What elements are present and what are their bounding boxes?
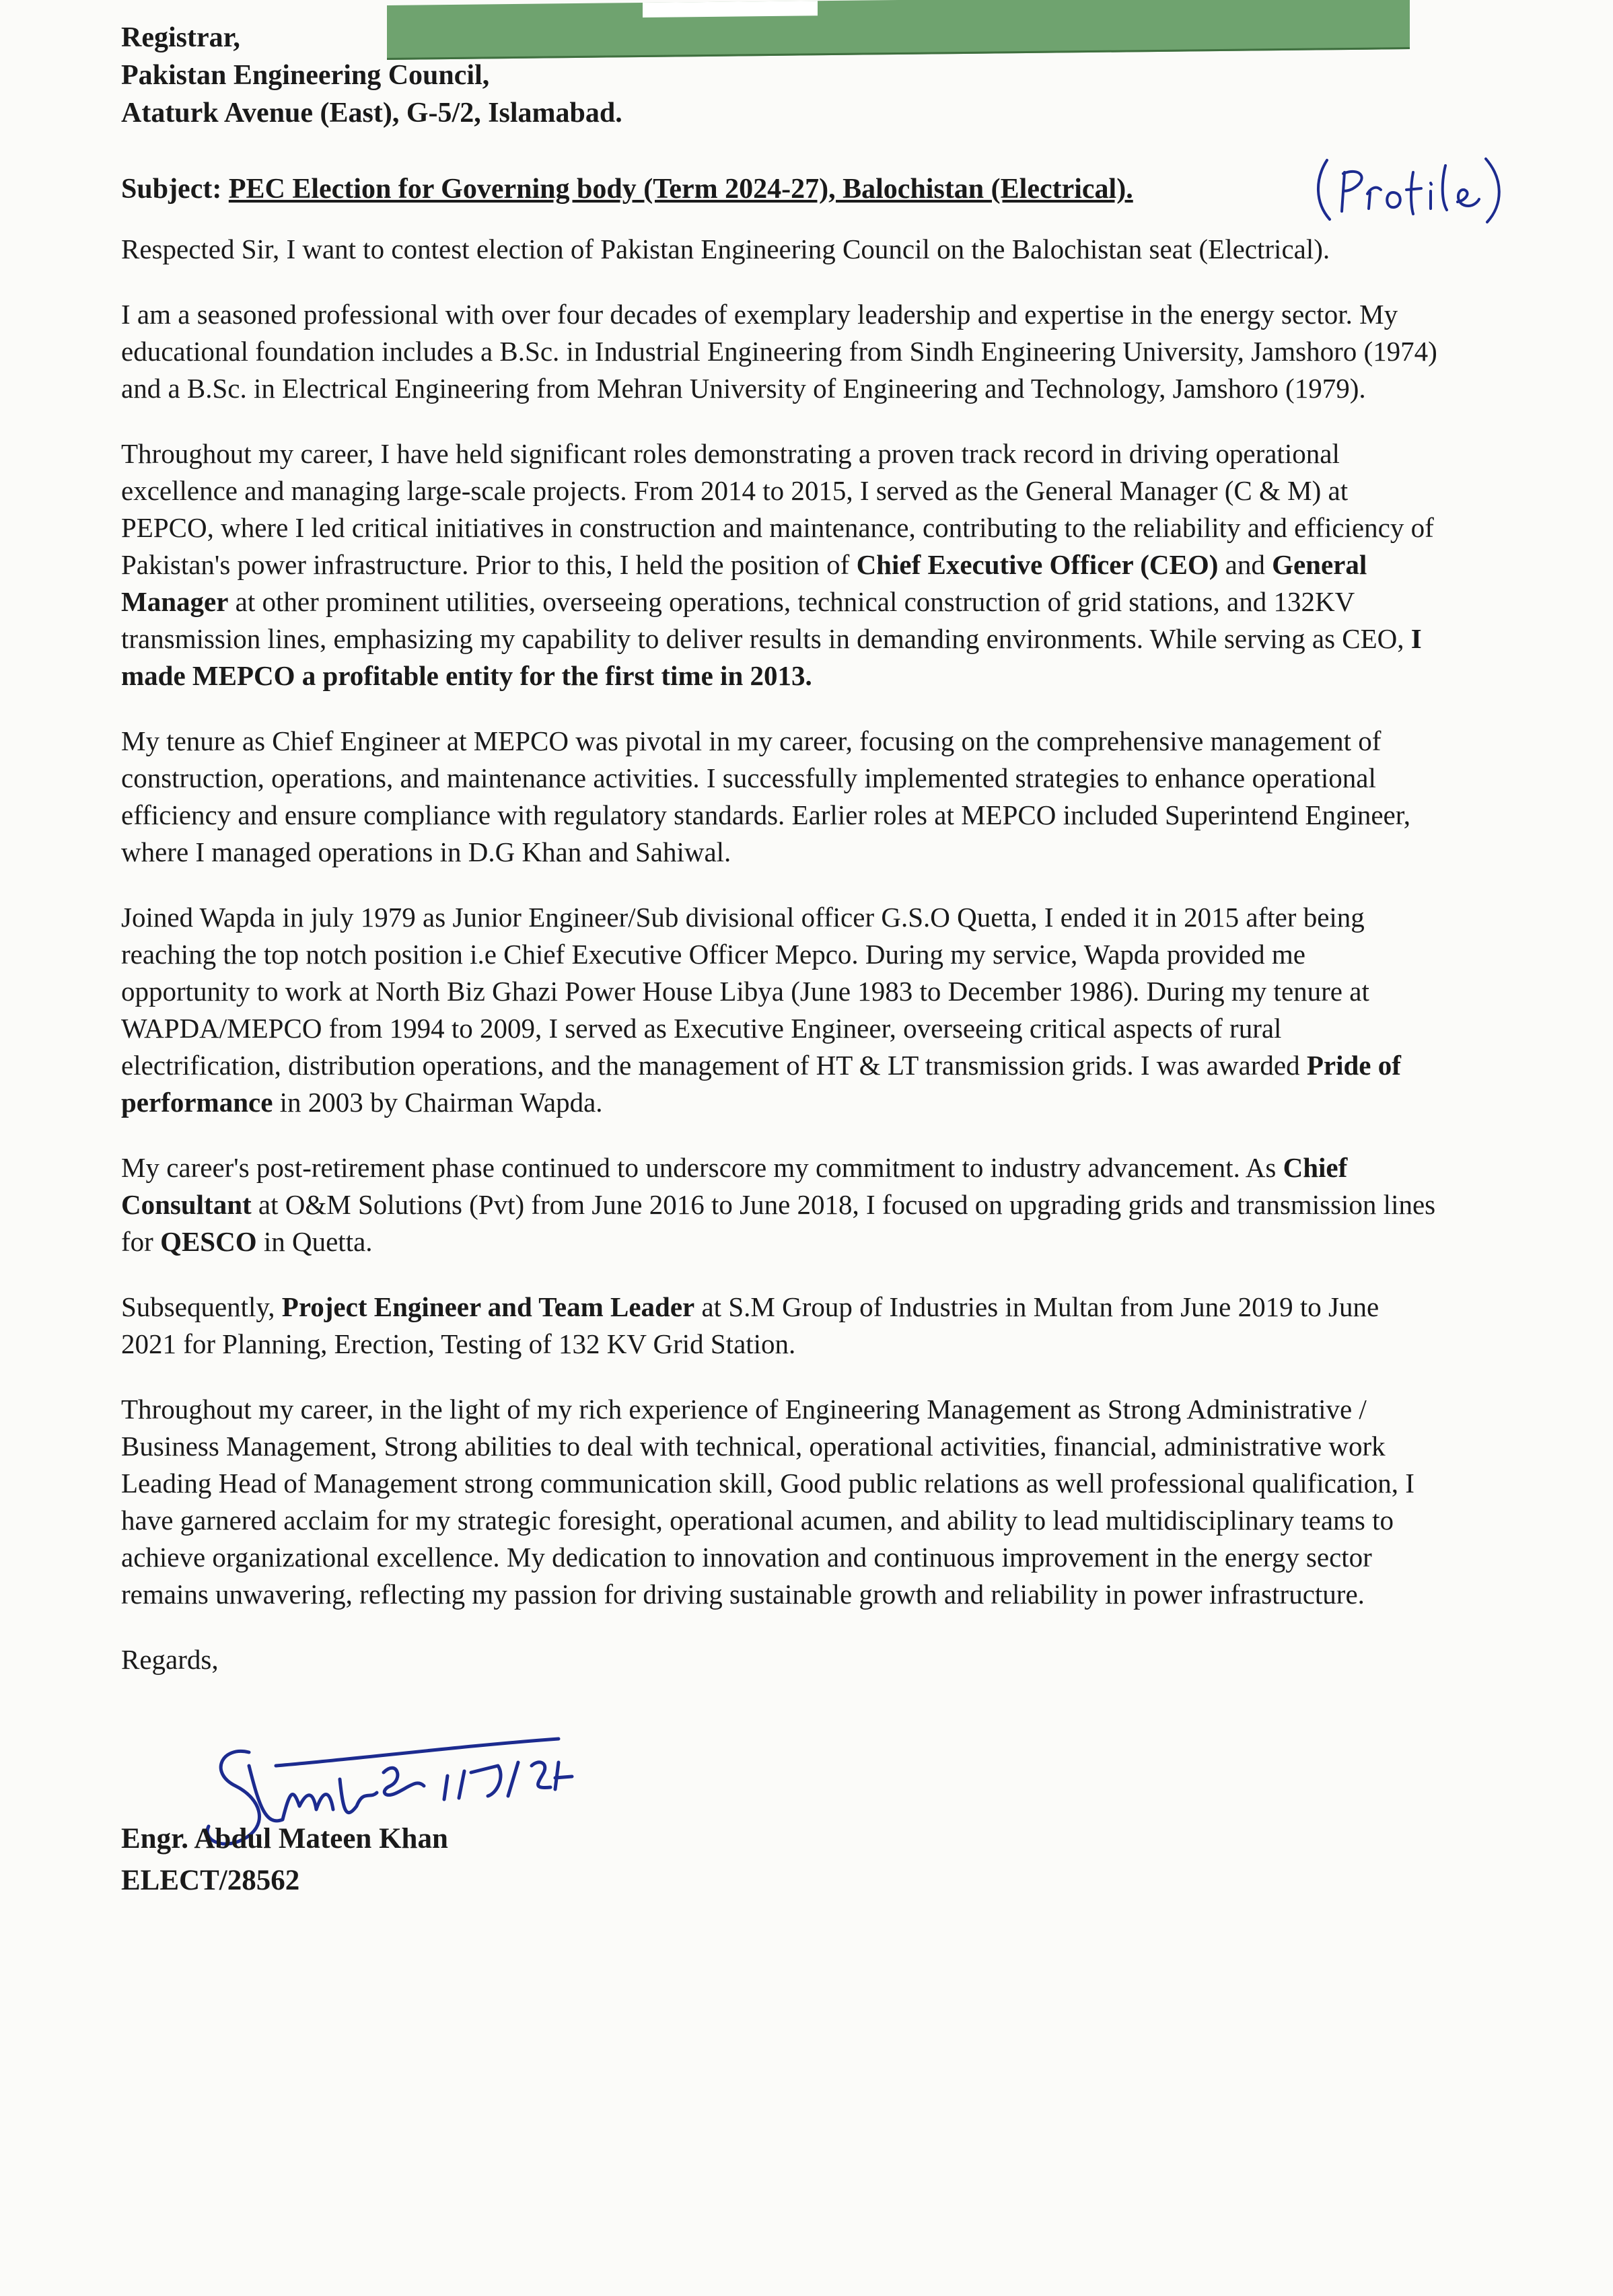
text-run: at S.M Group of Industries in Multan from June 2019 to June 2021 for Planning, Erection, Testing of 132 KV Grid Station. (121, 1291, 1379, 1359)
signature-block (121, 1725, 1440, 1900)
text-run: My career's post-retirement phase continued to underscore my commitment to industry advancement. As (121, 1152, 1283, 1183)
signer-details (121, 1818, 448, 1902)
bold-run: General Manager (121, 549, 1367, 617)
paragraph-post-retirement (121, 1149, 1440, 1260)
bold-run: Project Engineer and Team Leader (281, 1291, 695, 1322)
text-run: Joined Wapda in july 1979 as Junior Engineer/Sub divisional officer G.S.O Quetta, I ended it in 2015 after being reaching the top notch position i.e Chief Executive Officer Mepco. During my service, Wapda provided me opportunity to work at North Biz Ghazi Power House Libya (June 1983 to December 1986). During my tenure at WAPDA/MEPCO from 1994 to 2009, I served as Executive Engineer, overseeing critical aspects of rural electrification, distribution operations, and the management of HT & LT transmission grids. I was awarded (121, 902, 1369, 1081)
paragraph-education: I am a seasoned professional with over four decades of exemplary leadership and expertise in the energy sector. My educational foundation includes a B.Sc. in Industrial Engineering from Sindh Engineering University, Jamshoro (1974) and a B.Sc. in Electrical Engineering from Mehran University of Engineering and Technology, Jamshoro (1979). (121, 299, 1437, 404)
handwritten-annotation (1312, 152, 1507, 226)
paragraph-career (121, 435, 1440, 694)
text-run: at other prominent utilities, overseeing operations, technical construction of grid stations, and 132KV transmission lines, emphasizing my capability to deliver results in demanding environments. While serving as CEO, (121, 586, 1411, 654)
paragraph-chief-engineer: My tenure as Chief Engineer at MEPCO was pivotal in my career, focusing on the comprehensive management of construction, operations, and maintenance activities. I successfully implemented strategies to enhance operational efficiency and ensure compliance with regulatory standards. Earlier roles at MEPCO included Superintend Engineer, where I managed operations in D.G Khan and Sahiwal. (121, 725, 1411, 867)
subject-line (121, 171, 1440, 208)
address-line: Pakistan Engineering Council, (121, 60, 490, 91)
recipient-address (121, 19, 1440, 132)
letter-body (121, 19, 1440, 1900)
signer-name: Engr. Abdul Mateen Khan (121, 1823, 448, 1855)
text-run: in Quetta. (256, 1226, 373, 1257)
paper-label-patch (643, 1, 818, 17)
bold-run: QESCO (160, 1226, 257, 1257)
address-line: Ataturk Avenue (East), G-5/2, Islamabad. (121, 98, 622, 129)
text-run: at O&M Solutions (Pvt) from June 2016 to June 2018, I focused on upgrading grids and transmission lines for (121, 1189, 1436, 1257)
paragraph-intro: Respected Sir, I want to contest election of Pakistan Engineering Council on the Balochistan seat (Electrical). (121, 234, 1330, 264)
bold-run: Chief Executive Officer (CEO) (856, 549, 1219, 580)
closing-regards: Regards, (121, 1644, 219, 1675)
paragraph-project-engineer (121, 1289, 1440, 1363)
paragraph-wapda (121, 899, 1440, 1121)
paragraph-summary: Throughout my career, in the light of my rich experience of Engineering Management as Strong Administrative / Business Management, Strong abilities to deal with technical, operational activities, financial, administrative work Leading Head of Management strong communication skill, Good public relations as well professional qualification, I have garnered acclaim for my strategic foresight, operational acumen, and ability to lead multidisciplinary teams to achieve organizational excellence. My dedication to innovation and continuous improvement in the energy sector remains unwavering, reflecting my passion for driving sustainable growth and reliability in power infrastructure. (121, 1394, 1414, 1610)
bold-run: I made MEPCO a profitable entity for the first time in 2013. (121, 623, 1422, 691)
text-run: Throughout my career, I have held significant roles demonstrating a proven track record in driving operational excellence and managing large-scale projects. From 2014 to 2015, I served as the General Manager (C & M) at PEPCO, where I led critical initiatives in construction and maintenance, contributing to the reliability and efficiency of Pakistan's power infrastructure. Prior to this, I held the position of (121, 438, 1434, 580)
bold-run: Chief Consultant (121, 1152, 1348, 1220)
subject-label: Subject: (121, 174, 222, 205)
bold-run: Pride of performance (121, 1050, 1401, 1118)
signer-registration: ELECT/28562 (121, 1865, 300, 1896)
text-run: and (1218, 549, 1273, 580)
subject-text: PEC Election for Governing body (Term 2024-27), Balochistan (Electrical). (228, 174, 1133, 205)
address-line: Registrar, (121, 22, 240, 53)
text-run: Subsequently, (121, 1291, 282, 1322)
text-run: in 2003 by Chairman Wapda. (273, 1087, 603, 1118)
